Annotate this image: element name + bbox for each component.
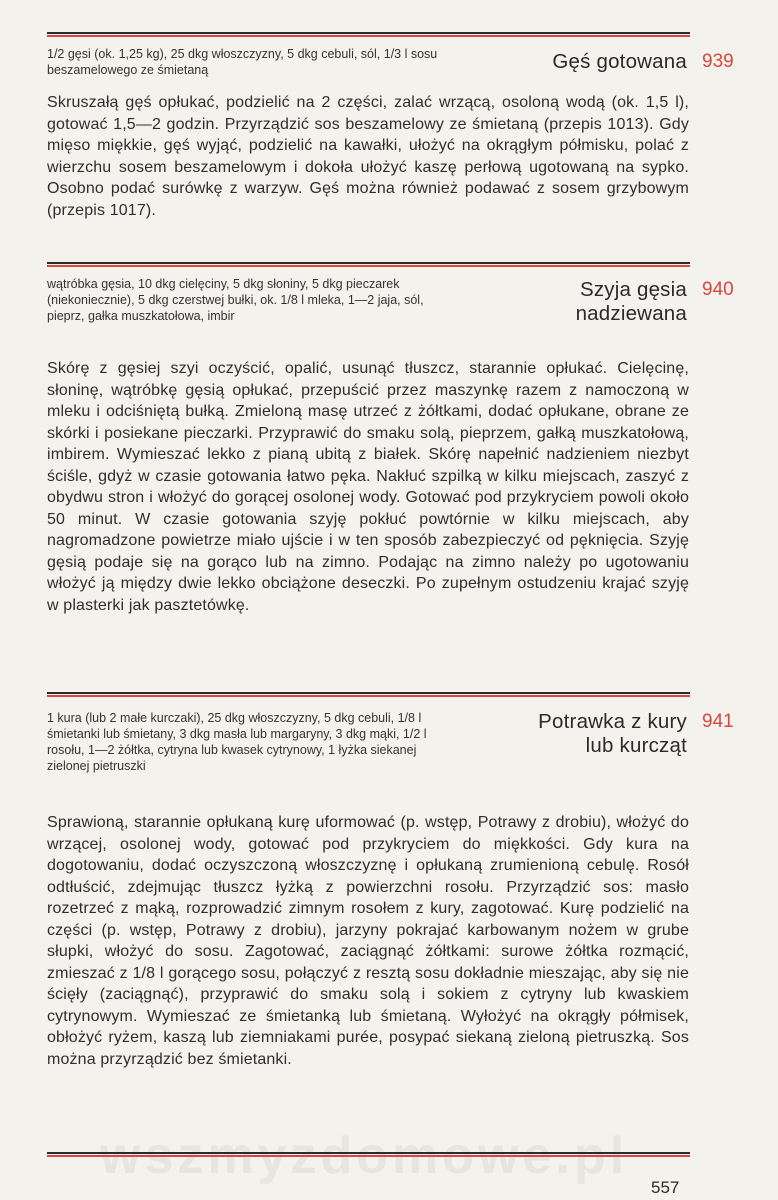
section-divider bbox=[47, 692, 690, 694]
watermark: wszmyzdomowe.pl bbox=[100, 1127, 629, 1185]
recipe-instructions: Skruszałą gęś opłukać, podzielić na 2 części, zalać wrzącą, osoloną wodą (ok. 1,5 l), gotować 1,5—2 godzin. Przyrządzić sos beszamelowy ze śmietaną (przepis 1013). Gdy mięso miękkie, gęś wyjąć, podzielić na kawałki, ułożyć na okrągłym półmisku, polać z wierzchu sosem beszamelowym i dokoła ułożyć kaszę perłową ugotowaną na sypko. Osobno podać surówkę z warzyw. Gęś można również podawać z sosem grzybowym (przepis 1017). bbox=[47, 94, 689, 219]
recipe-number: 939 bbox=[702, 51, 734, 72]
bottom-divider bbox=[47, 1152, 690, 1154]
recipe-instructions: Sprawioną, starannie opłukaną kurę uformować (p. wstęp, Potrawy z drobiu), włożyć do wrzącej, osolonej wody, gotować pod przykryciem do miękkości. Gdy kura na dogotowaniu, dodać oczyszczoną włoszczyznę i opłukaną zrumienioną cebulę. Rosół odtłuścić, zdejmując tłuszcz łyżką z powierzchni rosołu. Przyrządzić sos: masło rozetrzeć z mąką, rozprowadzić zimnym rosołem z kury, zagotować. Kurę podzielić na części (p. wstęp, Potrawy z drobiu), jarzyny pokrajać karbowanym nożem w grube słupki, włożyć do sosu. Zagotować, zaciągnąć żółtkami: surowe żółtka rozmącić, zmieszać z 1/8 l gorącego sosu, połączyć z resztą sosu dokładnie mieszając, aby się nie ścięły (zaciągnąć), przyprawić do smaku solą i sokiem z cytryny lub kwaskiem cytrynowym. Wymieszać ze śmietanką lub śmietaną. Wyłożyć na okrągły półmisek, obłożyć ryżem, kaszą lub ziemniakami purée, posypać siekaną zieloną pietruszką. Sos można przyrządzić bez śmietanki. bbox=[47, 814, 689, 1068]
recipe-title bbox=[467, 278, 687, 326]
title-line: Potrawka z kury bbox=[538, 710, 687, 733]
recipe-number: 941 bbox=[702, 711, 734, 732]
page-number: 557 bbox=[651, 1178, 680, 1197]
title-line: Szyja gęsia bbox=[579, 278, 687, 301]
ingredients-list: 1/2 gęsi (ok. 1,25 kg), 25 dkg włoszczyzny, 5 dkg cebuli, sól, 1/3 l sosu beszamelowego ze śmietaną bbox=[47, 47, 438, 77]
section-divider bbox=[47, 262, 690, 264]
recipe-title bbox=[467, 710, 687, 758]
title-line: lub kurcząt bbox=[585, 734, 687, 757]
ingredients-list: 1 kura (lub 2 małe kurczaki), 25 dkg włoszczyzny, 5 dkg cebuli, 1/8 l śmietanki lub śmietany, 3 dkg masła lub margaryny, 3 dkg mąki, 1/2 l rosołu, 1—2 żółtka, cytryna lub kwasek cytrynowy, 1 łyżka siekanej zielonej pietruszki bbox=[47, 711, 427, 773]
top-divider bbox=[47, 32, 690, 34]
ingredients-list: wątróbka gęsia, 10 dkg cielęciny, 5 dkg słoniny, 5 dkg pieczarek (niekoniecznie), 5 dkg czerstwej bułki, ok. 1/8 l mleka, 1—2 jaja, sól, pieprz, gałka muszkatołowa, imbir bbox=[47, 277, 424, 323]
recipe-number: 940 bbox=[702, 279, 734, 300]
recipe-instructions: Skórę z gęsiej szyi oczyścić, opalić, usunąć tłuszcz, starannie opłukać. Cielęcinę, słoninę, wątróbkę gęsią opłukać, przepuścić przez maszynkę razem z namoczoną w mleku i odciśniętą bułką. Zmieloną masę utrzeć z żółtkami, dodać opłukane, obrane ze skórki i posiekane pieczarki. Przyprawić do smaku solą, pieprzem, gałką muszkatołową, imbirem. Wymieszać lekko z pianą ubitą z białek. Skórę napełnić nadzieniem niezbyt ściśle, gdyż w czasie gotowania łatwo pęka. Nakłuć szpilką w kilku miejscach, zaszyć z obydwu stron i włożyć do gorącej osolonej wody. Gotować pod przykryciem powoli około 50 minut. W czasie gotowania szyję pokłuć powtórnie w kilku miejscach, aby nagromadzone powietrze miało ujście i w ten sposób zabezpieczyć od pęknięcia. Szyję gęsią podaje się na gorąco lub na zimno. Podając na zimno należy po ugotowaniu włożyć ją między dwie lekko obciążone deseczki. Po zupełnym ostudzeniu krajać szyję w plasterki jak pasztetówkę. bbox=[47, 360, 689, 614]
title-line: Gęś gotowana bbox=[552, 50, 687, 73]
title-line: nadziewana bbox=[575, 302, 687, 325]
recipe-title bbox=[467, 50, 687, 74]
